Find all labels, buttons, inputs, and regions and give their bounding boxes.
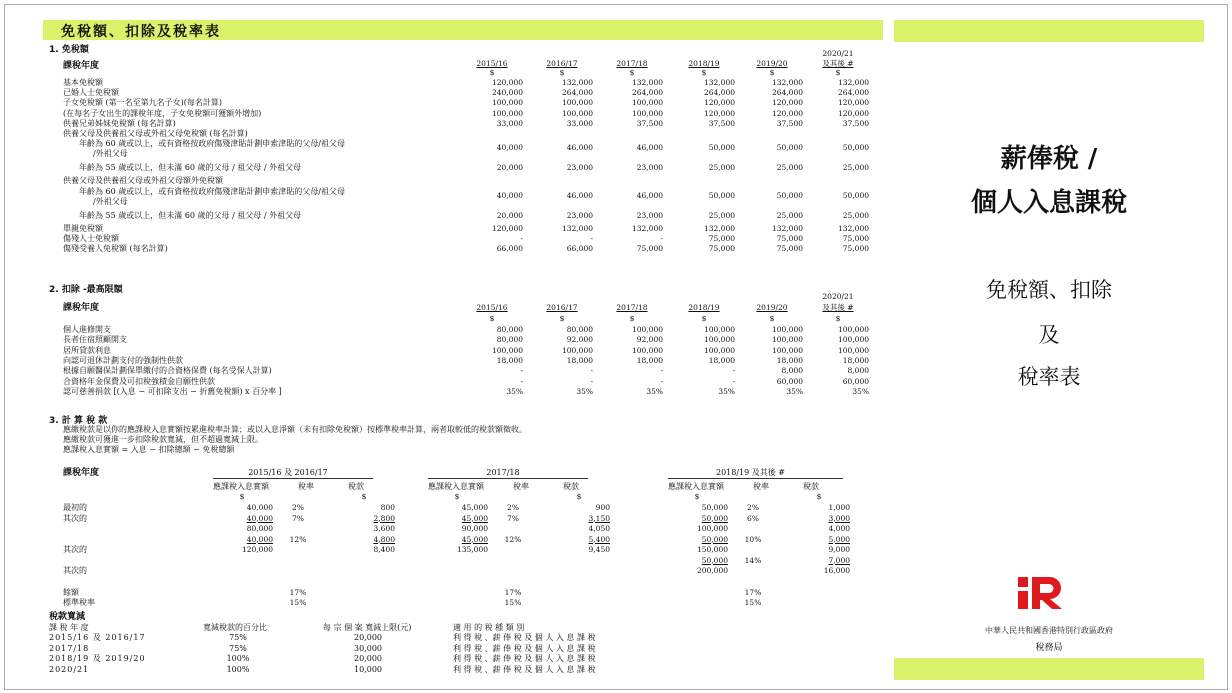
allowance-row-label: 單親免稅額 [63, 223, 103, 233]
allowance-row-value: 132,000 [703, 78, 735, 87]
deduction-row-value: - [660, 376, 663, 386]
relief-row-tax-type: 利 得 稅 、薪 俸 稅 及 個 人 入 息 課 稅 [453, 654, 596, 663]
deduction-row-value: - [590, 366, 593, 376]
allowance-row-value: 120,000 [703, 108, 735, 118]
deduction-row-value: 8,000 [847, 366, 869, 376]
section-1-year-header-suffix: 及其後 # [822, 59, 854, 68]
rate-row-tax: 800 [380, 503, 395, 512]
cover-subtitle-line-3: 稅率表 [1017, 365, 1081, 389]
deduction-row-label: 認可慈善捐款 [(入息 − 可扣除支出 − 折舊免稅額) x 百分率 ] [63, 386, 282, 396]
government-name: 中華人民共和國香港特別行政區政府 [985, 626, 1113, 635]
section-1-dollar-sign: $ [769, 68, 775, 77]
rate-row-rate: 14% [744, 555, 762, 565]
section-1-year-header: 2017/18 [616, 59, 648, 68]
section-1-year-header: 2019/20 [756, 59, 788, 68]
allowance-row-value: 120,000 [491, 78, 523, 87]
rate-row-tax: 1,000 [828, 503, 850, 512]
rate-row-rate: 2% [292, 503, 304, 512]
relief-row-tax-type: 利 得 稅 、薪 俸 稅 及 個 人 入 息 課 稅 [453, 643, 596, 653]
rate-group-rule [428, 478, 588, 479]
rate-row-tax: 3,150 [588, 513, 610, 523]
allowance-row-value: 20,000 [496, 163, 523, 173]
rate-row-label: 其次的 [63, 545, 87, 554]
allowance-row-value: 75,000 [776, 234, 803, 243]
deduction-row-label: 居所貸款利息 [63, 345, 111, 355]
deduction-row-value: 18,000 [776, 355, 803, 365]
section-2-year-header: 2018/19 [688, 303, 720, 312]
allowance-row-label-cont: /外祖父母 [93, 149, 128, 159]
allowance-row-value: 66,000 [496, 244, 523, 254]
allowance-row-value: 264,000 [703, 88, 735, 98]
standard-rate: 15% [289, 598, 307, 607]
deduction-row-value: 100,000 [771, 335, 803, 345]
rate-row-tax: 4,000 [828, 524, 850, 533]
allowance-row-value: 75,000 [708, 244, 735, 254]
deduction-row-value: 8,000 [781, 366, 803, 376]
allowance-row-value: 75,000 [842, 234, 869, 243]
allowance-row-value: 120,000 [491, 223, 523, 233]
deduction-row-value: 35% [576, 386, 593, 396]
rate-col-dollar: $ [816, 492, 822, 501]
allowance-row-value: 132,000 [631, 223, 663, 233]
allowance-row-value: 75,000 [636, 244, 663, 254]
section-2-year-header: 2019/20 [756, 303, 788, 312]
section-2-dollar-sign: $ [835, 314, 841, 323]
rate-row-tax: 4,800 [373, 534, 395, 544]
cover-subtitle-line-2: 及 [1038, 323, 1060, 347]
deduction-row-value: 100,000 [491, 345, 523, 355]
deduction-row-value: 92,000 [566, 335, 593, 345]
section-1-heading: 1. 免稅額 [49, 45, 89, 55]
cover-title-line-2: 個人入息課稅 [970, 188, 1127, 218]
rate-row-tax: 5,400 [588, 534, 610, 544]
rate-row-tax: 2,800 [373, 513, 395, 523]
allowance-row-value: 25,000 [708, 163, 735, 173]
allowance-row-value: 25,000 [776, 210, 803, 220]
rate-col-dollar: $ [454, 492, 460, 501]
section-1-dollar-sign: $ [559, 68, 565, 77]
cover-subtitle-line-1: 免稅額、扣除 [986, 278, 1112, 302]
rate-row-rate: 12% [289, 534, 307, 544]
deduction-row-value: 60,000 [842, 376, 869, 386]
allowance-row-value: 46,000 [636, 143, 663, 153]
rate-row-income: 120,000 [241, 545, 273, 554]
standard-rate: 15% [744, 598, 762, 607]
deduction-row-value: - [520, 376, 523, 386]
allowance-row-value: 46,000 [566, 143, 593, 153]
deduction-row-value: 100,000 [771, 345, 803, 355]
remainder-label: 餘額 [63, 588, 79, 597]
rate-row-income: 200,000 [696, 566, 728, 575]
allowance-row-value: 75,000 [842, 244, 869, 254]
rate-row-rate: 2% [507, 503, 519, 512]
allowance-row-label: (在每名子女出生的課稅年度，子女免稅額可獲額外增加) [63, 108, 262, 118]
deduction-row-value: 18,000 [708, 355, 735, 365]
rate-row-rate: 7% [292, 513, 304, 523]
relief-row-year: 2015/16 及 2016/17 [49, 633, 146, 642]
allowance-row-value: 25,000 [842, 163, 869, 173]
section-1-year-header: 2015/16 [476, 59, 508, 68]
allowance-row-value: 120,000 [837, 98, 869, 108]
allowance-row-value: 120,000 [837, 108, 869, 118]
allowance-row-value: 264,000 [771, 88, 803, 98]
rate-row-income: 45,000 [461, 513, 488, 523]
allowance-row-value: 264,000 [631, 88, 663, 98]
cover-top-bar [894, 20, 1204, 42]
rate-row-tax: 5,000 [828, 534, 850, 544]
rate-row-label: 其次的 [63, 566, 87, 575]
allowance-row-value: 20,000 [496, 210, 523, 220]
section-1-dollar-sign: $ [629, 68, 635, 77]
allowance-row-value: 264,000 [561, 88, 593, 98]
rate-row-tax: 3,600 [373, 524, 395, 533]
deduction-row-value: 100,000 [837, 335, 869, 345]
remainder-rate: 17% [504, 588, 522, 597]
standard-rate: 15% [504, 598, 522, 607]
rate-col-header: 稅款 [803, 482, 819, 491]
allowance-row-value: 132,000 [837, 223, 869, 233]
allowance-row-value: - [660, 234, 663, 243]
relief-row-ceiling: 20,000 [354, 654, 382, 663]
rate-row-income: 50,000 [701, 555, 728, 565]
allowance-row-value: 132,000 [631, 78, 663, 87]
allowance-row-value: 66,000 [566, 244, 593, 254]
remainder-rate: 17% [744, 588, 762, 597]
deduction-row-label: 個人進修開支 [63, 325, 111, 334]
relief-row-ceiling: 10,000 [354, 664, 382, 674]
allowance-row-value: 132,000 [561, 78, 593, 87]
relief-row-ceiling: 20,000 [354, 633, 382, 642]
section-2-dollar-sign: $ [769, 314, 775, 323]
rate-col-header: 稅率 [753, 482, 769, 491]
document-title: 免稅額、扣除及稅率表 [61, 24, 221, 40]
rate-row-label: 最初的 [63, 503, 87, 512]
remainder-rate: 17% [289, 588, 307, 597]
standard-rate-label: 標準稅率 [63, 598, 95, 607]
rate-col-dollar: $ [576, 492, 582, 501]
relief-row-percent: 100% [226, 664, 250, 674]
section-1-dollar-sign: $ [489, 68, 495, 77]
deduction-row-value: 80,000 [566, 325, 593, 334]
allowance-row-label: 子女免稅額 (第一名至第九名子女)(每名計算) [63, 98, 223, 108]
relief-heading: 稅款寬減 [49, 612, 86, 622]
rate-col-dollar: $ [239, 492, 245, 501]
rate-col-header: 應課稅入息實額 [428, 482, 484, 491]
rate-col-dollar: $ [361, 492, 367, 501]
deduction-row-value: 35% [718, 386, 735, 396]
rate-row-rate: 12% [504, 534, 522, 544]
rate-row-rate: 7% [507, 513, 519, 523]
relief-row-percent: 100% [226, 654, 250, 663]
deduction-row-value: 60,000 [776, 376, 803, 386]
rate-row-label: 其次的 [63, 513, 87, 523]
allowance-row-value: 100,000 [631, 98, 663, 108]
deduction-row-value: 100,000 [837, 345, 869, 355]
rate-col-header: 稅率 [298, 482, 314, 491]
rate-row-income: 40,000 [246, 534, 273, 544]
allowance-row-label: 供養父母及供養祖父母或外祖父母免稅額 (每名計算) [63, 129, 248, 138]
deduction-row-value: 100,000 [631, 325, 663, 334]
deduction-row-label: 向認可退休計劃支付的強制性供款 [63, 355, 183, 365]
allowance-row-value: 75,000 [776, 244, 803, 254]
rate-row-tax: 4,050 [588, 524, 610, 533]
allowance-row-value: 50,000 [708, 190, 735, 200]
allowance-row-value: 240,000 [491, 88, 523, 98]
rate-col-header: 稅款 [563, 482, 579, 491]
rate-row-tax: 9,450 [588, 545, 610, 554]
deduction-row-value: 100,000 [837, 325, 869, 334]
section-1-dollar-sign: $ [835, 68, 841, 77]
allowance-row-value: 37,500 [636, 118, 663, 128]
allowance-row-label: 供養父母及供養祖父母或外祖父母額外免稅額 [63, 176, 223, 186]
allowance-row-value: 40,000 [496, 143, 523, 153]
relief-col-header: 每 宗 個 案 寬減上限(元) [323, 623, 412, 632]
allowance-row-label: 基本免稅額 [63, 78, 103, 87]
deduction-row-value: 100,000 [703, 325, 735, 334]
section-2-year-header: 2016/17 [546, 303, 578, 312]
rate-row-income: 45,000 [461, 503, 488, 512]
allowance-row-value: 50,000 [776, 190, 803, 200]
relief-row-year: 2020/21 [49, 664, 90, 674]
tax-note: 應繳稅款可獲進一步扣除稅款寬減，但不超過寬減上限。 [63, 435, 263, 444]
rate-row-income: 50,000 [701, 513, 728, 523]
section-2-dollar-sign: $ [489, 314, 495, 323]
deduction-row-value: 92,000 [636, 335, 663, 345]
deduction-row-label: 長者住宿照顧開支 [63, 335, 127, 345]
allowance-row-value: 132,000 [703, 223, 735, 233]
rate-group-rule [668, 478, 843, 479]
rate-row-income: 50,000 [701, 534, 728, 544]
allowance-row-value: 100,000 [491, 98, 523, 108]
rate-col-header: 應課稅入息實額 [213, 482, 269, 491]
relief-row-year: 2017/18 [49, 643, 90, 653]
relief-row-percent: 75% [229, 643, 247, 653]
section-1-year-label: 課稅年度 [63, 61, 100, 71]
allowance-row-value: 25,000 [708, 210, 735, 220]
allowance-row-value: 23,000 [636, 210, 663, 220]
deduction-row-value: 35% [852, 386, 869, 396]
allowance-row-label: 傷殘人士免稅額 [63, 234, 119, 243]
rate-group-title: 2018/19 及其後 # [715, 468, 786, 477]
allowance-row-value: 23,000 [566, 163, 593, 173]
section-3-year-label: 課稅年度 [63, 468, 100, 478]
allowance-row-value: 100,000 [631, 108, 663, 118]
allowance-row-value: - [520, 234, 523, 243]
allowance-row-value: 132,000 [771, 78, 803, 87]
allowance-row-value: 25,000 [776, 163, 803, 173]
section-3-heading: 3. 計 算 稅 款 [49, 416, 108, 426]
rate-row-rate: 6% [747, 513, 759, 523]
deduction-row-value: 18,000 [842, 355, 869, 365]
allowance-row-value: 100,000 [561, 108, 593, 118]
rate-group-rule [213, 478, 373, 479]
allowance-row-value: 132,000 [771, 223, 803, 233]
cover-bottom-bar [894, 658, 1204, 680]
section-2-year-header: 2017/18 [616, 303, 648, 312]
deduction-row-value: 100,000 [703, 345, 735, 355]
allowance-row-value: 25,000 [842, 210, 869, 220]
department-name: 稅務局 [1035, 643, 1063, 653]
allowance-row-value: - [590, 234, 593, 243]
allowance-row-value: 120,000 [771, 108, 803, 118]
relief-col-header: 課 稅 年 度 [49, 623, 89, 632]
rate-row-income: 50,000 [701, 503, 728, 512]
relief-col-header: 寬減稅款的百分比 [203, 623, 267, 632]
allowance-row-label: 年齡為 55 歲或以上，但未滿 60 歲的父母 / 祖父母 / 外祖父母 [79, 210, 302, 220]
deduction-row-value: - [660, 366, 663, 376]
rate-col-header: 稅款 [348, 482, 364, 491]
deduction-row-value: 18,000 [496, 355, 523, 365]
allowance-row-value: 50,000 [842, 190, 869, 200]
allowance-row-value: 132,000 [837, 78, 869, 87]
allowance-row-value: 37,500 [842, 118, 869, 128]
relief-row-ceiling: 30,000 [354, 643, 382, 653]
deduction-row-value: 35% [786, 386, 803, 396]
relief-row-percent: 75% [229, 633, 247, 642]
allowance-row-value: 50,000 [842, 143, 869, 153]
rate-row-tax: 16,000 [823, 566, 850, 575]
section-2-year-header: 2015/16 [476, 303, 508, 312]
allowance-row-value: 50,000 [776, 143, 803, 153]
rate-row-income: 135,000 [456, 545, 488, 554]
rate-group-title: 2015/16 及 2016/17 [248, 468, 328, 477]
section-1-year-header: 2016/17 [546, 59, 578, 68]
deduction-row-value: 18,000 [636, 355, 663, 365]
rate-row-income: 45,000 [461, 534, 488, 544]
rate-row-tax: 900 [595, 503, 610, 512]
relief-row-year: 2018/19 及 2019/20 [49, 654, 146, 663]
allowance-row-value: 132,000 [561, 223, 593, 233]
allowance-row-value: 33,000 [496, 118, 523, 128]
section-1-year-header: 2018/19 [688, 59, 720, 68]
rate-row-income: 40,000 [246, 503, 273, 512]
section-1-dollar-sign: $ [701, 68, 707, 77]
deduction-row-label: 根據自願醫保計劃保單繳付的合資格保費 (每名受保人計算) [63, 366, 272, 376]
deduction-row-value: - [732, 376, 735, 386]
allowance-row-value: 100,000 [491, 108, 523, 118]
allowance-row-label: 傷殘受養人免稅額 (每名計算) [63, 244, 168, 254]
allowance-row-value: 46,000 [636, 190, 663, 200]
allowance-row-label-cont: /外祖父母 [93, 196, 128, 206]
deduction-row-value: 35% [646, 386, 663, 396]
deduction-row-value: 80,000 [496, 335, 523, 345]
tax-note: 應繳稅款是以你的應課稅入息實額按累進稅率計算；或以入息淨額（未有扣除免稅額）按標準稅率計算，兩者取較低的稅款額徵收。 [63, 425, 527, 434]
allowance-row-label: 年齡為 60 歲或以上，或有資格按政府傷殘津貼計劃申索津貼的父母/祖父母 [79, 139, 345, 149]
section-2-year-header: 2020/21 [822, 292, 854, 301]
section-2-dollar-sign: $ [629, 314, 635, 323]
section-2-year-label: 課稅年度 [63, 303, 100, 313]
deduction-row-value: 35% [506, 386, 523, 396]
rate-row-income: 80,000 [246, 524, 273, 533]
allowance-row-label: 年齡為 55 歲或以上，但未滿 60 歲的父母 / 祖父母 / 外祖父母 [79, 163, 302, 173]
rate-col-header: 應課稅入息實額 [668, 482, 724, 491]
rate-group-title: 2017/18 [486, 468, 520, 477]
deduction-row-value: - [520, 366, 523, 376]
rate-row-tax: 7,000 [828, 555, 850, 565]
deduction-row-value: 100,000 [631, 345, 663, 355]
relief-row-tax-type: 利 得 稅 、薪 俸 稅 及 個 人 入 息 課 稅 [453, 633, 596, 642]
deduction-row-value: 80,000 [496, 325, 523, 334]
title-bar [43, 20, 883, 40]
rate-row-tax: 3,000 [828, 513, 850, 523]
rate-row-tax: 8,400 [373, 545, 395, 554]
allowance-row-value: 33,000 [566, 118, 593, 128]
deduction-row-value: - [590, 376, 593, 386]
deduction-row-value: - [732, 366, 735, 376]
rate-row-income: 40,000 [246, 513, 273, 523]
document-panel [43, 20, 883, 690]
cover-panel [894, 20, 1204, 680]
deduction-row-value: 18,000 [566, 355, 593, 365]
allowance-row-value: 23,000 [566, 210, 593, 220]
rate-row-rate: 10% [744, 534, 762, 544]
allowance-row-label: 供養兄弟姊妹免稅額 (每名計算) [63, 118, 176, 128]
allowance-row-value: 46,000 [566, 190, 593, 200]
allowance-row-value: 23,000 [636, 163, 663, 173]
deduction-row-value: 100,000 [561, 345, 593, 355]
rate-col-header: 稅率 [513, 482, 529, 491]
tax-note: 應課稅入息實額 = 入息 − 扣除總額 − 免稅總額 [63, 445, 235, 454]
section-2-heading: 2. 扣除 -最高限額 [49, 285, 123, 295]
rate-row-rate: 2% [747, 503, 759, 512]
allowance-row-label: 已婚人士免稅額 [63, 88, 119, 98]
relief-col-header: 適 用 的 稅 種 類 別 [453, 623, 525, 632]
allowance-row-value: 37,500 [708, 118, 735, 128]
slide-frame [4, 4, 1228, 690]
section-2-year-header-suffix: 及其後 # [822, 303, 854, 312]
rate-row-income: 150,000 [696, 545, 728, 554]
deduction-row-value: 100,000 [703, 335, 735, 345]
allowance-row-label: 年齡為 60 歲或以上，或有資格按政府傷殘津貼計劃申索津貼的父母/祖父母 [79, 186, 345, 196]
rate-row-tax: 9,000 [828, 545, 850, 554]
deduction-row-value: 100,000 [771, 325, 803, 334]
allowance-row-value: 100,000 [561, 98, 593, 108]
allowance-row-value: 50,000 [708, 143, 735, 153]
allowance-row-value: 40,000 [496, 190, 523, 200]
allowance-row-value: 264,000 [837, 88, 869, 98]
allowance-row-value: 120,000 [703, 98, 735, 108]
rate-col-dollar: $ [694, 492, 700, 501]
cover-title-line-1: 薪俸稅 / [1000, 144, 1098, 174]
relief-row-tax-type: 利 得 稅 、薪 俸 稅 及 個 人 入 息 課 稅 [453, 664, 596, 674]
rate-row-income: 100,000 [696, 524, 728, 533]
section-2-dollar-sign: $ [559, 314, 565, 323]
allowance-row-value: 37,500 [776, 118, 803, 128]
deduction-row-label: 合資格年金保費及可扣稅強積金自願性供款 [63, 376, 215, 386]
rate-row-income: 90,000 [461, 524, 488, 533]
allowance-row-value: 120,000 [771, 98, 803, 108]
ird-logo-icon [1016, 575, 1066, 611]
section-2-dollar-sign: $ [701, 314, 707, 323]
section-1-year-header: 2020/21 [822, 49, 854, 58]
allowance-row-value: 75,000 [708, 234, 735, 243]
